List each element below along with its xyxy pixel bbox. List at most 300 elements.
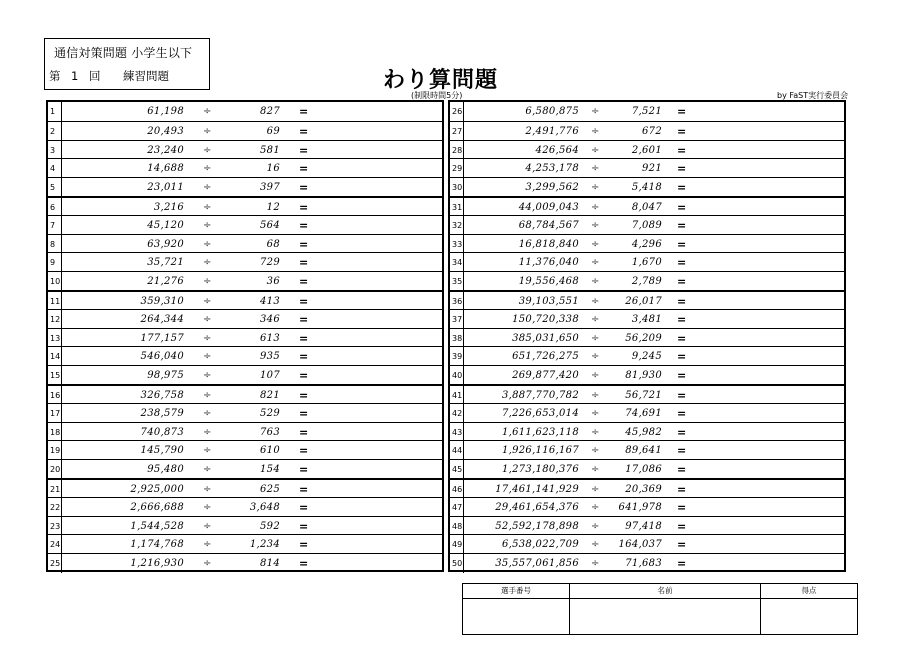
equals-sign: = — [299, 444, 309, 458]
divide-sign: ÷ — [591, 464, 600, 476]
dividend: 3,216 — [153, 202, 184, 213]
divide-sign: ÷ — [591, 520, 600, 532]
divisor: 89,641 — [625, 445, 662, 457]
problem-grid — [46, 100, 860, 572]
problem-row — [48, 309, 442, 329]
divisor: 69 — [266, 125, 280, 137]
equals-sign: = — [677, 124, 687, 138]
dividend: 1,174,768 — [130, 539, 184, 551]
problem-row — [48, 346, 442, 366]
dividend: 98,975 — [147, 370, 184, 382]
equals-sign: = — [677, 181, 687, 195]
divisor: 581 — [260, 144, 280, 156]
divisor: 8,047 — [631, 202, 662, 213]
divide-sign: ÷ — [203, 539, 212, 551]
divisor: 154 — [260, 464, 280, 476]
score-label: 得点 — [801, 586, 817, 595]
equals-sign: = — [299, 425, 309, 439]
problem-row — [450, 459, 844, 479]
divisor: 71,683 — [625, 558, 662, 570]
round-prefix: 第 — [49, 69, 61, 83]
problem-row — [450, 309, 844, 329]
dividend: 1,926,116,167 — [501, 445, 579, 457]
round-info — [49, 68, 169, 84]
dividend: 6,580,875 — [525, 106, 579, 117]
player-number-label: 選手番号 — [501, 586, 531, 595]
divide-sign: ÷ — [591, 219, 600, 231]
divide-sign: ÷ — [203, 276, 212, 288]
problem-row — [48, 102, 442, 121]
equals-sign: = — [677, 538, 687, 552]
equals-sign: = — [677, 519, 687, 533]
equals-sign: = — [677, 237, 687, 251]
equals-sign: = — [299, 350, 309, 364]
round-type: 練習問題 — [123, 69, 169, 83]
divide-sign: ÷ — [591, 182, 600, 194]
divisor: 814 — [260, 558, 280, 570]
divisor: 763 — [260, 426, 280, 438]
divisor: 74,691 — [625, 407, 662, 419]
dividend: 359,310 — [140, 296, 184, 307]
dividend: 546,040 — [140, 351, 184, 363]
problem-number: 44 — [450, 441, 464, 460]
dividend: 23,011 — [147, 182, 184, 194]
problem-number: 2 — [48, 122, 62, 141]
divide-sign: ÷ — [203, 370, 212, 382]
problem-row — [48, 177, 442, 197]
divide-sign: ÷ — [591, 106, 600, 117]
divide-sign: ÷ — [591, 144, 600, 156]
divide-sign: ÷ — [591, 501, 600, 513]
divisor: 9,245 — [631, 351, 662, 363]
divide-sign: ÷ — [591, 407, 600, 419]
equals-sign: = — [299, 275, 309, 289]
problem-row — [450, 422, 844, 442]
equals-sign: = — [299, 256, 309, 270]
problem-row — [48, 403, 442, 423]
dividend: 3,299,562 — [525, 182, 579, 194]
equals-sign: = — [299, 218, 309, 232]
equals-sign: = — [299, 312, 309, 326]
problem-number: 46 — [450, 480, 464, 499]
dividend: 14,688 — [147, 163, 184, 175]
divisor: 26,017 — [625, 296, 662, 307]
divide-sign: ÷ — [203, 501, 212, 513]
problem-row — [48, 158, 442, 178]
problem-number: 39 — [450, 347, 464, 366]
divide-sign: ÷ — [591, 390, 600, 401]
dividend: 426,564 — [535, 144, 579, 156]
answer-sheet — [462, 583, 858, 635]
page-title: わり算問題 — [383, 67, 499, 93]
equals-sign: = — [299, 406, 309, 420]
dividend: 238,579 — [140, 407, 184, 419]
divide-sign: ÷ — [203, 520, 212, 532]
equals-sign: = — [677, 483, 687, 496]
divisor: 164,037 — [618, 539, 662, 551]
problem-number: 41 — [450, 386, 464, 405]
problem-number: 21 — [48, 480, 62, 499]
dividend: 44,009,043 — [518, 202, 579, 213]
divide-sign: ÷ — [203, 426, 212, 438]
dividend: 11,376,040 — [518, 257, 579, 269]
divide-sign: ÷ — [203, 407, 212, 419]
organizer: by FaST実行委員会 — [777, 91, 849, 100]
dividend: 20,493 — [147, 125, 184, 137]
divisor: 613 — [260, 332, 280, 344]
divide-sign: ÷ — [203, 219, 212, 231]
problem-number: 43 — [450, 423, 464, 442]
divide-sign: ÷ — [203, 182, 212, 194]
divide-sign: ÷ — [203, 390, 212, 401]
problem-row — [48, 422, 442, 442]
equals-sign: = — [677, 389, 687, 402]
problem-number: 48 — [450, 517, 464, 536]
dividend: 2,925,000 — [130, 484, 184, 495]
divisor: 16 — [266, 163, 280, 175]
divide-sign: ÷ — [591, 313, 600, 325]
divisor: 921 — [642, 163, 662, 175]
divide-sign: ÷ — [203, 296, 212, 307]
equals-sign: = — [299, 500, 309, 514]
problem-number: 38 — [450, 329, 464, 348]
dividend: 4,253,178 — [525, 163, 579, 175]
problem-row — [48, 140, 442, 160]
divisor: 821 — [260, 390, 280, 401]
dividend: 61,198 — [147, 106, 184, 117]
problem-number: 45 — [450, 460, 464, 479]
problem-row — [48, 516, 442, 536]
equals-sign: = — [299, 463, 309, 477]
divide-sign: ÷ — [591, 276, 600, 288]
problem-row — [48, 365, 442, 385]
problem-row — [450, 121, 844, 141]
problem-number: 18 — [48, 423, 62, 442]
divide-sign: ÷ — [591, 370, 600, 382]
problem-row — [450, 271, 844, 291]
problem-row — [450, 158, 844, 178]
problem-row — [450, 102, 844, 121]
problem-row — [450, 516, 844, 536]
divide-sign: ÷ — [591, 558, 600, 570]
problem-number: 32 — [450, 216, 464, 235]
divide-sign: ÷ — [203, 558, 212, 570]
divisor: 3,648 — [249, 501, 280, 513]
equals-sign: = — [677, 463, 687, 477]
problem-number: 42 — [450, 404, 464, 423]
equals-sign: = — [677, 201, 687, 214]
divisor: 827 — [260, 106, 280, 117]
equals-sign: = — [299, 181, 309, 195]
problem-number: 1 — [48, 102, 62, 121]
divide-sign: ÷ — [203, 313, 212, 325]
problem-number: 50 — [450, 554, 464, 573]
round-number: 1 — [71, 69, 79, 83]
problem-number: 3 — [48, 141, 62, 160]
equals-sign: = — [677, 425, 687, 439]
problem-number: 37 — [450, 310, 464, 329]
problem-row — [48, 534, 442, 554]
dividend: 150,720,338 — [512, 313, 579, 325]
problem-row — [48, 553, 442, 573]
divisor: 1,670 — [631, 257, 662, 269]
divisor: 729 — [260, 257, 280, 269]
divisor: 36 — [266, 276, 280, 288]
dividend: 145,790 — [140, 445, 184, 457]
problem-row — [450, 328, 844, 348]
dividend: 6,538,022,709 — [501, 539, 579, 551]
category-label: 通信対策問題 小学生以下 — [54, 46, 193, 60]
equals-sign: = — [677, 350, 687, 364]
divide-sign: ÷ — [591, 238, 600, 250]
divide-sign: ÷ — [203, 144, 212, 156]
problem-number: 36 — [450, 292, 464, 311]
divisor: 672 — [642, 125, 662, 137]
equals-sign: = — [299, 369, 309, 383]
problem-row — [48, 252, 442, 272]
name-label: 名前 — [657, 586, 673, 595]
problem-number: 15 — [48, 366, 62, 385]
problem-number: 20 — [48, 460, 62, 479]
dividend: 7,226,653,014 — [501, 407, 579, 419]
dividend: 3,887,770,782 — [501, 390, 579, 401]
divide-sign: ÷ — [203, 257, 212, 269]
problem-number: 14 — [48, 347, 62, 366]
problem-row — [48, 497, 442, 517]
problem-number: 7 — [48, 216, 62, 235]
equals-sign: = — [299, 143, 309, 157]
divide-sign: ÷ — [203, 351, 212, 363]
divide-sign: ÷ — [203, 106, 212, 117]
problem-row — [48, 271, 442, 291]
dividend: 23,240 — [147, 144, 184, 156]
divisor: 2,601 — [631, 144, 662, 156]
problem-row — [450, 252, 844, 272]
divide-sign: ÷ — [203, 464, 212, 476]
divide-sign: ÷ — [591, 351, 600, 363]
divisor: 20,369 — [625, 484, 662, 495]
dividend: 740,873 — [140, 426, 184, 438]
problem-number: 17 — [48, 404, 62, 423]
divide-sign: ÷ — [591, 163, 600, 175]
dividend: 385,031,650 — [512, 332, 579, 344]
dividend: 35,557,061,856 — [495, 558, 579, 570]
equals-sign: = — [299, 162, 309, 176]
dividend: 1,611,623,118 — [501, 426, 579, 438]
answer-sheet-header-line — [463, 584, 857, 599]
problem-number: 11 — [48, 292, 62, 311]
divide-sign: ÷ — [591, 257, 600, 269]
dividend: 63,920 — [147, 238, 184, 250]
divide-sign: ÷ — [203, 484, 212, 495]
divisor: 56,209 — [625, 332, 662, 344]
divisor: 3,481 — [631, 313, 662, 325]
divisor: 935 — [260, 351, 280, 363]
divisor: 56,721 — [625, 390, 662, 401]
problem-row — [450, 346, 844, 366]
equals-sign: = — [677, 143, 687, 157]
divide-sign: ÷ — [591, 484, 600, 495]
divisor: 12 — [266, 202, 280, 213]
problem-number: 13 — [48, 329, 62, 348]
divisor: 68 — [266, 238, 280, 250]
dividend: 269,877,420 — [512, 370, 579, 382]
problem-row — [48, 328, 442, 348]
problem-number: 23 — [48, 517, 62, 536]
problem-number: 31 — [450, 198, 464, 217]
equals-sign: = — [677, 162, 687, 176]
divide-sign: ÷ — [591, 539, 600, 551]
dividend: 1,544,528 — [130, 520, 184, 532]
equals-sign: = — [299, 201, 309, 214]
problem-number: 49 — [450, 535, 464, 554]
divisor: 45,982 — [625, 426, 662, 438]
divide-sign: ÷ — [203, 125, 212, 137]
problem-number: 12 — [48, 310, 62, 329]
divisor: 4,296 — [631, 238, 662, 250]
problem-number: 4 — [48, 159, 62, 178]
divisor: 7,089 — [631, 219, 662, 231]
divisor: 2,789 — [631, 276, 662, 288]
equals-sign: = — [299, 237, 309, 251]
equals-sign: = — [299, 295, 309, 308]
dividend: 39,103,551 — [518, 296, 579, 307]
divisor: 413 — [260, 296, 280, 307]
problem-row — [450, 553, 844, 573]
divisor: 564 — [260, 219, 280, 231]
divide-sign: ÷ — [591, 125, 600, 137]
problem-number: 26 — [450, 102, 464, 121]
round-suffix: 回 — [89, 69, 101, 83]
dividend: 29,461,654,376 — [495, 501, 579, 513]
divisor: 397 — [260, 182, 280, 194]
problem-number: 10 — [48, 272, 62, 291]
equals-sign: = — [299, 557, 309, 571]
problem-row — [48, 121, 442, 141]
equals-sign: = — [677, 312, 687, 326]
dividend: 19,556,468 — [518, 276, 579, 288]
dividend: 95,480 — [147, 464, 184, 476]
divisor: 107 — [260, 370, 280, 382]
equals-sign: = — [677, 218, 687, 232]
problem-number: 25 — [48, 554, 62, 573]
problem-row — [450, 534, 844, 554]
divisor: 81,930 — [625, 370, 662, 382]
dividend: 1,273,180,376 — [501, 464, 579, 476]
dividend: 651,726,275 — [512, 351, 579, 363]
divisor: 5,418 — [631, 182, 662, 194]
problem-number: 8 — [48, 235, 62, 254]
divisor: 592 — [260, 520, 280, 532]
problem-row — [450, 497, 844, 517]
dividend: 2,491,776 — [525, 125, 579, 137]
equals-sign: = — [677, 295, 687, 308]
problem-row — [450, 215, 844, 235]
problem-number: 9 — [48, 253, 62, 272]
problem-number: 19 — [48, 441, 62, 460]
problem-number: 34 — [450, 253, 464, 272]
equals-sign: = — [677, 500, 687, 514]
equals-sign: = — [677, 444, 687, 458]
divide-sign: ÷ — [203, 332, 212, 344]
dividend: 52,592,178,898 — [495, 520, 579, 532]
dividend: 35,721 — [147, 257, 184, 269]
dividend: 2,666,688 — [130, 501, 184, 513]
problem-column-right — [448, 100, 846, 572]
dividend: 68,784,567 — [518, 219, 579, 231]
equals-sign: = — [299, 519, 309, 533]
divisor: 610 — [260, 445, 280, 457]
problem-number: 33 — [450, 235, 464, 254]
equals-sign: = — [299, 331, 309, 345]
problem-number: 28 — [450, 141, 464, 160]
equals-sign: = — [299, 389, 309, 402]
divide-sign: ÷ — [203, 445, 212, 457]
divide-sign: ÷ — [591, 202, 600, 213]
problem-row — [450, 140, 844, 160]
problem-row — [450, 365, 844, 385]
problem-number: 47 — [450, 498, 464, 517]
dividend: 45,120 — [147, 219, 184, 231]
divide-sign: ÷ — [203, 202, 212, 213]
problem-number: 27 — [450, 122, 464, 141]
divisor: 625 — [260, 484, 280, 495]
equals-sign: = — [677, 406, 687, 420]
problem-number: 24 — [48, 535, 62, 554]
dividend: 264,344 — [140, 313, 184, 325]
problem-row — [48, 440, 442, 460]
equals-sign: = — [677, 369, 687, 383]
problem-row — [450, 440, 844, 460]
dividend: 21,276 — [147, 276, 184, 288]
problem-number: 29 — [450, 159, 464, 178]
divide-sign: ÷ — [591, 332, 600, 344]
problem-number: 5 — [48, 178, 62, 197]
equals-sign: = — [677, 331, 687, 345]
divide-sign: ÷ — [591, 426, 600, 438]
problem-row — [450, 403, 844, 423]
dividend: 1,216,930 — [130, 558, 184, 570]
equals-sign: = — [299, 538, 309, 552]
problem-number: 6 — [48, 198, 62, 217]
problem-number: 40 — [450, 366, 464, 385]
problem-number: 22 — [48, 498, 62, 517]
equals-sign: = — [677, 256, 687, 270]
dividend: 17,461,141,929 — [495, 484, 579, 495]
divide-sign: ÷ — [591, 296, 600, 307]
equals-sign: = — [299, 124, 309, 138]
problem-row — [48, 234, 442, 254]
divisor: 346 — [260, 313, 280, 325]
equals-sign: = — [299, 105, 309, 118]
problem-column-left — [46, 100, 444, 572]
divisor: 17,086 — [625, 464, 662, 476]
divide-sign: ÷ — [591, 445, 600, 457]
problem-row — [450, 234, 844, 254]
divisor: 1,234 — [249, 539, 280, 551]
equals-sign: = — [677, 275, 687, 289]
time-limit: (制限時間5分) — [411, 91, 463, 100]
problem-row — [48, 459, 442, 479]
equals-sign: = — [677, 557, 687, 571]
problem-row — [450, 177, 844, 197]
dividend: 16,818,840 — [518, 238, 579, 250]
divisor: 7,521 — [631, 106, 662, 117]
divide-sign: ÷ — [203, 163, 212, 175]
divisor: 641,978 — [618, 501, 662, 513]
dividend: 177,157 — [140, 332, 184, 344]
problem-number: 35 — [450, 272, 464, 291]
